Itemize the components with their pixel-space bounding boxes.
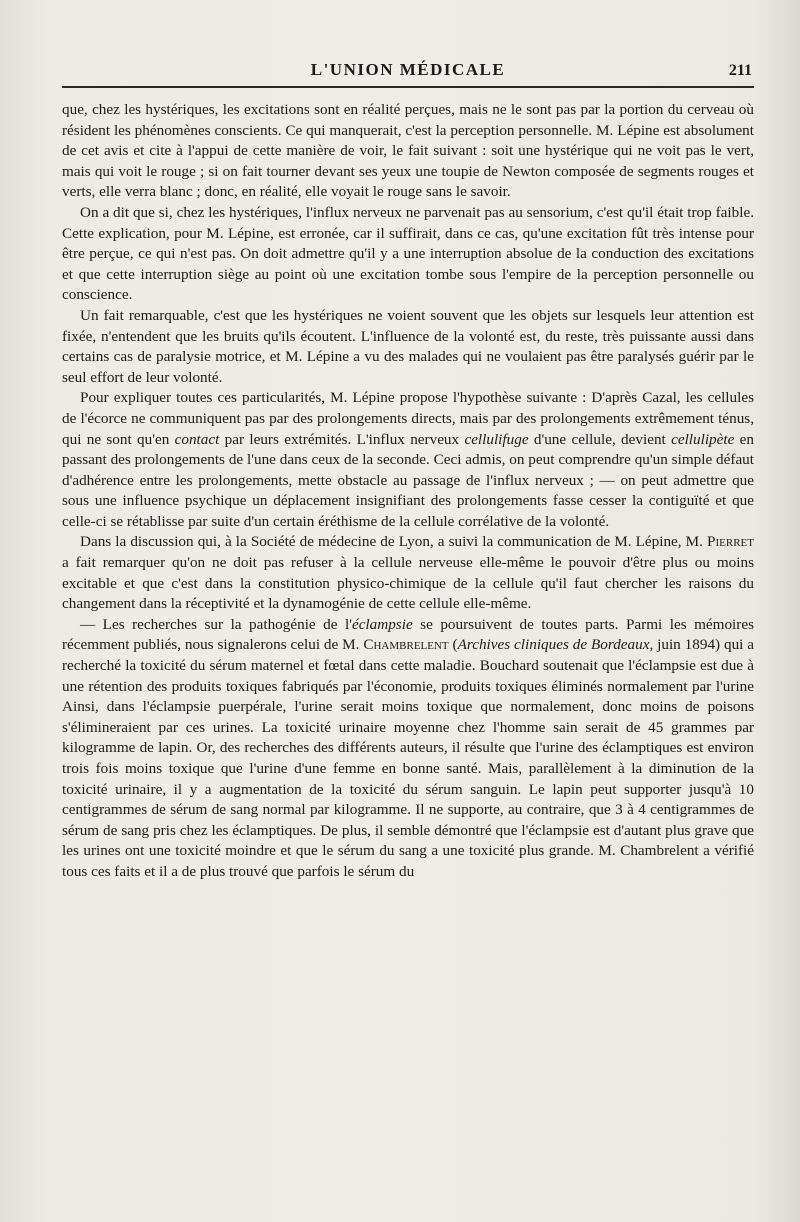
text-run: Dans la discussion qui, à la Société de médecine de Lyon, a suivi la communication de M. Lépine, M. [80,533,708,551]
running-header [62,52,754,88]
paragraph [62,306,754,388]
text-run: se poursuivent de toutes parts. Parmi les mémoires récemment publiés, nous signalerons celui de M. [62,615,754,654]
paragraph [62,532,754,614]
text-run: ( [448,636,458,654]
small-caps-name: Pierret [707,533,754,551]
paragraph [62,100,754,203]
paragraph [62,388,754,532]
text-run: — Les recherches sur la pathogénie de l' [80,615,352,633]
italic-text: cellulipète [671,430,735,448]
paragraph [62,615,754,883]
paragraph [62,203,754,306]
italic-text: Archives cliniques de Bordeaux, [457,636,654,654]
text-run: que, chez les hystériques, les excitations sont en réalité perçues, mais ne le sont pas par la portion du cerveau où résident les phénomènes conscients. Ce qui manquerait, c'est la perception personnelle. M. Lépine est absolument de cet avis et cite à l'appui de cette manière de voir, le fait suivant : soit une hystérique qui ne voit pas le vert, mais qui voit le rouge ; si on fait tourner devant ses yeux une toupie de Newton composée de segments rouges et verts, elle verra blanc ; donc, en réalité, elle voyait le rouge sans le savoir. [62,101,754,201]
text-run: On a dit que si, chez les hystériques, l'influx nerveux ne parvenait pas au sensorium, c'est qu'il était trop faible. Cette explication, pour M. Lépine, est erronée, car il suffirait, dans ce cas, qu'une excitation fût très intense pour être perçue, ce qui n'est pas. On doit admettre qu'il y a une interruption absolue de la conduction des excitations et que cette interruption siège au point où une excitation tombe sous l'empire de la perception personnelle ou conscience. [62,203,754,304]
text-run: juin 1894) qui a recherché la toxicité du sérum maternel et fœtal dans cette maladie. Bouchard soutenait que l'éclampsie est due à une rétention des produits toxiques fabriqués par l'économie, produits toxiques éliminés normalement par l'urine Ainsi, dans l'éclampsie puerpérale, l'urine serait moins toxique que normalement, donc moins de poisons s'élimineraient par ces urines. La toxicité urinaire moyenne chez l'homme sain serait de 45 grammes par kilogramme de lapin. Or, des recherches des différents auteurs, il résulte que l'urine des éclamptiques est environ trois fois moins toxique que l'urine d'une femme en bonne santé. Mais, parallèlement à la diminution de la toxicité urinaire, il y a augmentation de la toxicité du sérum sanguin. Le lapin peut supporter jusqu'à 10 centigrammes de sérum de sang normal par kilogramme. Il ne supporte, au contraire, que 3 à 4 centigrammes de sérum de sang pris chez les éclamptiques. De plus, il semble démontré que l'éclampsie est d'autant plus grave que les urines ont une toxicité moindre et que le sérum du sang a une toxicité plus grande. M. Chambrelent a vérifié tous ces faits et il a de plus trouvé que parfois le sérum du [62,636,755,880]
journal-title: L'UNION MÉDICALE [310,60,506,79]
text-run: Un fait remarquable, c'est que les hystériques ne voient souvent que les objets sur lesquels leur attention est fixée, n'entendent que les bruits qu'ils écoutent. L'influence de la volonté est, du reste, très puissante aussi dans certains cas de paralysie motrice, et M. Lépine a vu des malades qui ne voulaient pas être paralysés guérir par le seul effort de leur volonté. [62,306,754,386]
italic-text: contact [174,430,220,448]
text-run: par leurs extrémités. L'influx nerveux [219,430,465,448]
italic-text: cellulifuge [464,430,529,448]
small-caps-name: Chambrelent [363,636,449,654]
text-run: a fait remarquer qu'on ne doit pas refuser à la cellule nerveuse elle-même le pouvoir d'être plus ou moins excitable et que c'est dans la constitution physico-chimique de la cellule qu'il faut chercher les raisons du changement dans la réceptivité et la dynamogénie de cette cellule elle-même. [62,554,754,613]
body-text [62,88,754,883]
page-number: 211 [728,62,752,79]
text-run: d'une cellule, devient [528,430,672,448]
italic-text: éclampsie [351,615,413,633]
text-run: en passant des prolongements de l'une dans ceux de la seconde. Ceci admis, on peut comprendre qu'un simple défaut d'adhérence entre les prolongements, mette obstacle au passage de l'influx nerveux ; — on peut admettre que sous une influence psychique un déplacement insignifiant des prolongements fasse cesser la contiguïté et que celle-ci se rétablisse par suite d'un certain éréthisme de la cellule corrélative de la volonté. [62,430,755,530]
text-run: Pour expliquer toutes ces particularités, M. Lépine propose l'hypothèse suivante : D'après Cazal, les cellules de l'écorce ne communiquent pas par des prolongements directs, mais par des prolongements extrêmement ténus, qui ne sont qu'en [62,389,754,448]
